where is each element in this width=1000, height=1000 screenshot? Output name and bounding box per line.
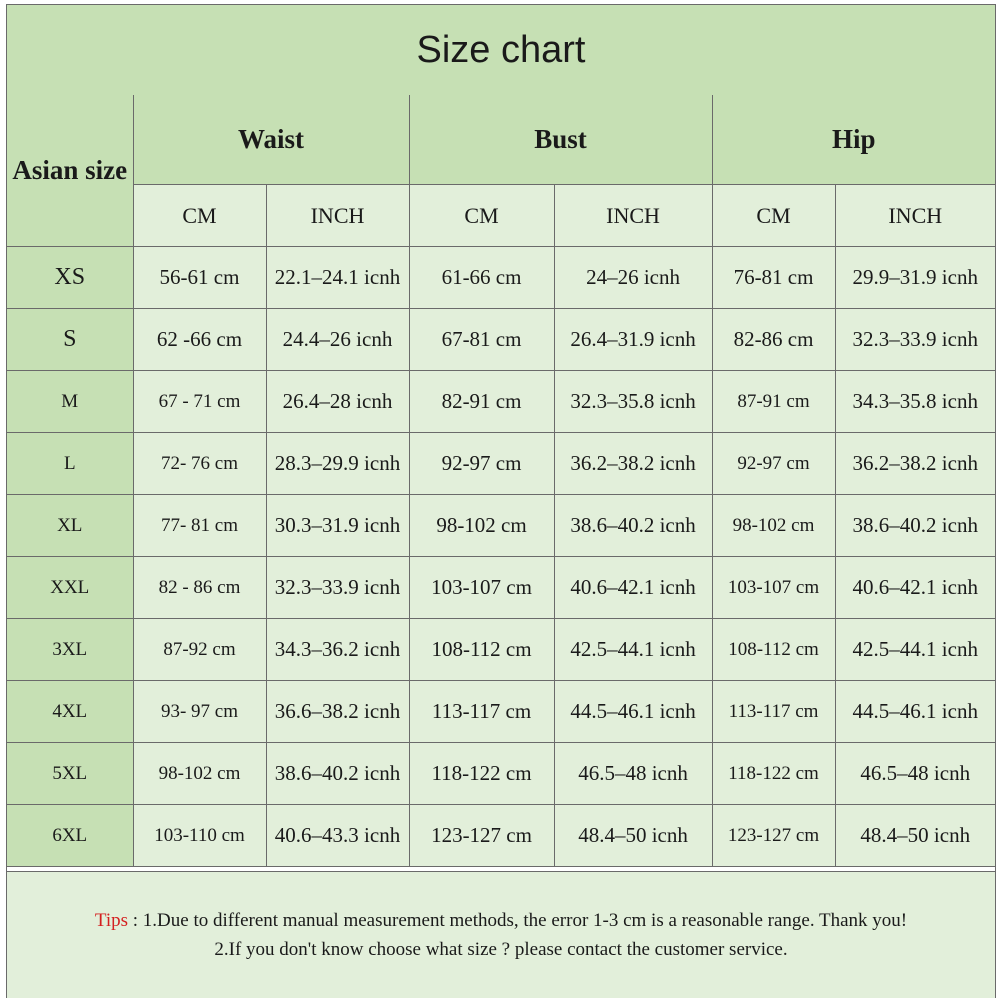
table-row (7, 433, 995, 495)
size-label: 4XL (7, 681, 133, 743)
measurement-cell: 98-102 cm (712, 495, 835, 557)
hip-header: Hip (712, 95, 995, 185)
measurement-cell: 108-112 cm (409, 619, 554, 681)
measurement-cell: 26.4–28 icnh (266, 371, 409, 433)
measurement-cell: 36.6–38.2 icnh (266, 681, 409, 743)
measurement-cell: 118-122 cm (712, 743, 835, 805)
measurement-cell: 36.2–38.2 icnh (835, 433, 995, 495)
chart-title: Size chart (7, 5, 995, 96)
measurement-cell: 26.4–31.9 icnh (554, 309, 712, 371)
measurement-cell: 98-102 cm (133, 743, 266, 805)
measurement-cell: 103-107 cm (712, 557, 835, 619)
measurement-cell: 82 - 86 cm (133, 557, 266, 619)
hip-inch-header: INCH (835, 185, 995, 247)
tips-section (7, 871, 995, 998)
measurement-cell: 123-127 cm (409, 805, 554, 867)
size-label: XL (7, 495, 133, 557)
measurement-cell: 40.6–43.3 icnh (266, 805, 409, 867)
bust-inch-header: INCH (554, 185, 712, 247)
measurement-cell: 29.9–31.9 icnh (835, 247, 995, 309)
size-label: 5XL (7, 743, 133, 805)
waist-inch-header: INCH (266, 185, 409, 247)
measurement-cell: 34.3–35.8 icnh (835, 371, 995, 433)
bust-header: Bust (409, 95, 712, 185)
measurement-cell: 87-91 cm (712, 371, 835, 433)
measurement-cell: 56-61 cm (133, 247, 266, 309)
measurement-cell: 48.4–50 icnh (554, 805, 712, 867)
table-row (7, 247, 995, 309)
measurement-cell: 42.5–44.1 icnh (835, 619, 995, 681)
measurement-cell: 48.4–50 icnh (835, 805, 995, 867)
measurement-cell: 123-127 cm (712, 805, 835, 867)
waist-cm-header: CM (133, 185, 266, 247)
measurement-cell: 32.3–33.9 icnh (835, 309, 995, 371)
table-row (7, 495, 995, 557)
measurement-cell: 42.5–44.1 icnh (554, 619, 712, 681)
measurement-cell: 92-97 cm (409, 433, 554, 495)
measurement-cell: 32.3–35.8 icnh (554, 371, 712, 433)
table-row (7, 371, 995, 433)
measurement-cell: 61-66 cm (409, 247, 554, 309)
size-label: 3XL (7, 619, 133, 681)
measurement-cell: 62 -66 cm (133, 309, 266, 371)
measurement-cell: 34.3–36.2 icnh (266, 619, 409, 681)
measurement-cell: 30.3–31.9 icnh (266, 495, 409, 557)
measurement-cell: 24.4–26 icnh (266, 309, 409, 371)
size-label: S (7, 309, 133, 371)
measurement-cell: 92-97 cm (712, 433, 835, 495)
measurement-cell: 108-112 cm (712, 619, 835, 681)
measurement-cell: 72- 76 cm (133, 433, 266, 495)
measurement-cell: 44.5–46.1 icnh (835, 681, 995, 743)
measurement-cell: 103-107 cm (409, 557, 554, 619)
hip-cm-header: CM (712, 185, 835, 247)
measurement-cell: 28.3–29.9 icnh (266, 433, 409, 495)
tips-line-2: 2.If you don't know choose what size ? please contact the customer service. (214, 939, 788, 960)
size-label: XS (7, 247, 133, 309)
asian-size-header: Asian size (7, 95, 133, 247)
size-chart (6, 4, 996, 998)
size-label: XXL (7, 557, 133, 619)
measurement-cell: 77- 81 cm (133, 495, 266, 557)
measurement-cell: 113-117 cm (409, 681, 554, 743)
waist-header: Waist (133, 95, 409, 185)
measurement-cell: 76-81 cm (712, 247, 835, 309)
table-row (7, 619, 995, 681)
measurement-cell: 67-81 cm (409, 309, 554, 371)
measurement-cell: 93- 97 cm (133, 681, 266, 743)
table-row (7, 805, 995, 867)
measurement-cell: 46.5–48 icnh (554, 743, 712, 805)
tips-text-1: : 1.Due to different manual measurement methods, the error 1-3 cm is a reasonable range. Thank you! (128, 910, 908, 931)
measurement-cell: 40.6–42.1 icnh (835, 557, 995, 619)
size-label: L (7, 433, 133, 495)
size-label: M (7, 371, 133, 433)
tips-label: Tips (94, 910, 129, 931)
measurement-cell: 32.3–33.9 icnh (266, 557, 409, 619)
size-label: 6XL (7, 805, 133, 867)
measurement-cell: 67 - 71 cm (133, 371, 266, 433)
table-row (7, 309, 995, 371)
measurement-cell: 46.5–48 icnh (835, 743, 995, 805)
table-row (7, 743, 995, 805)
measurement-cell: 38.6–40.2 icnh (835, 495, 995, 557)
size-table (7, 95, 995, 867)
bust-cm-header: CM (409, 185, 554, 247)
group-header-row (7, 95, 995, 185)
measurement-cell: 36.2–38.2 icnh (554, 433, 712, 495)
measurement-cell: 82-91 cm (409, 371, 554, 433)
measurement-cell: 40.6–42.1 icnh (554, 557, 712, 619)
tips-line-1 (95, 906, 907, 935)
unit-header-row (7, 185, 995, 247)
measurement-cell: 103-110 cm (133, 805, 266, 867)
measurement-cell: 24–26 icnh (554, 247, 712, 309)
measurement-cell: 113-117 cm (712, 681, 835, 743)
measurement-cell: 118-122 cm (409, 743, 554, 805)
table-row (7, 557, 995, 619)
measurement-cell: 82-86 cm (712, 309, 835, 371)
measurement-cell: 98-102 cm (409, 495, 554, 557)
measurement-cell: 22.1–24.1 icnh (266, 247, 409, 309)
measurement-cell: 44.5–46.1 icnh (554, 681, 712, 743)
measurement-cell: 38.6–40.2 icnh (266, 743, 409, 805)
table-row (7, 681, 995, 743)
measurement-cell: 87-92 cm (133, 619, 266, 681)
measurement-cell: 38.6–40.2 icnh (554, 495, 712, 557)
